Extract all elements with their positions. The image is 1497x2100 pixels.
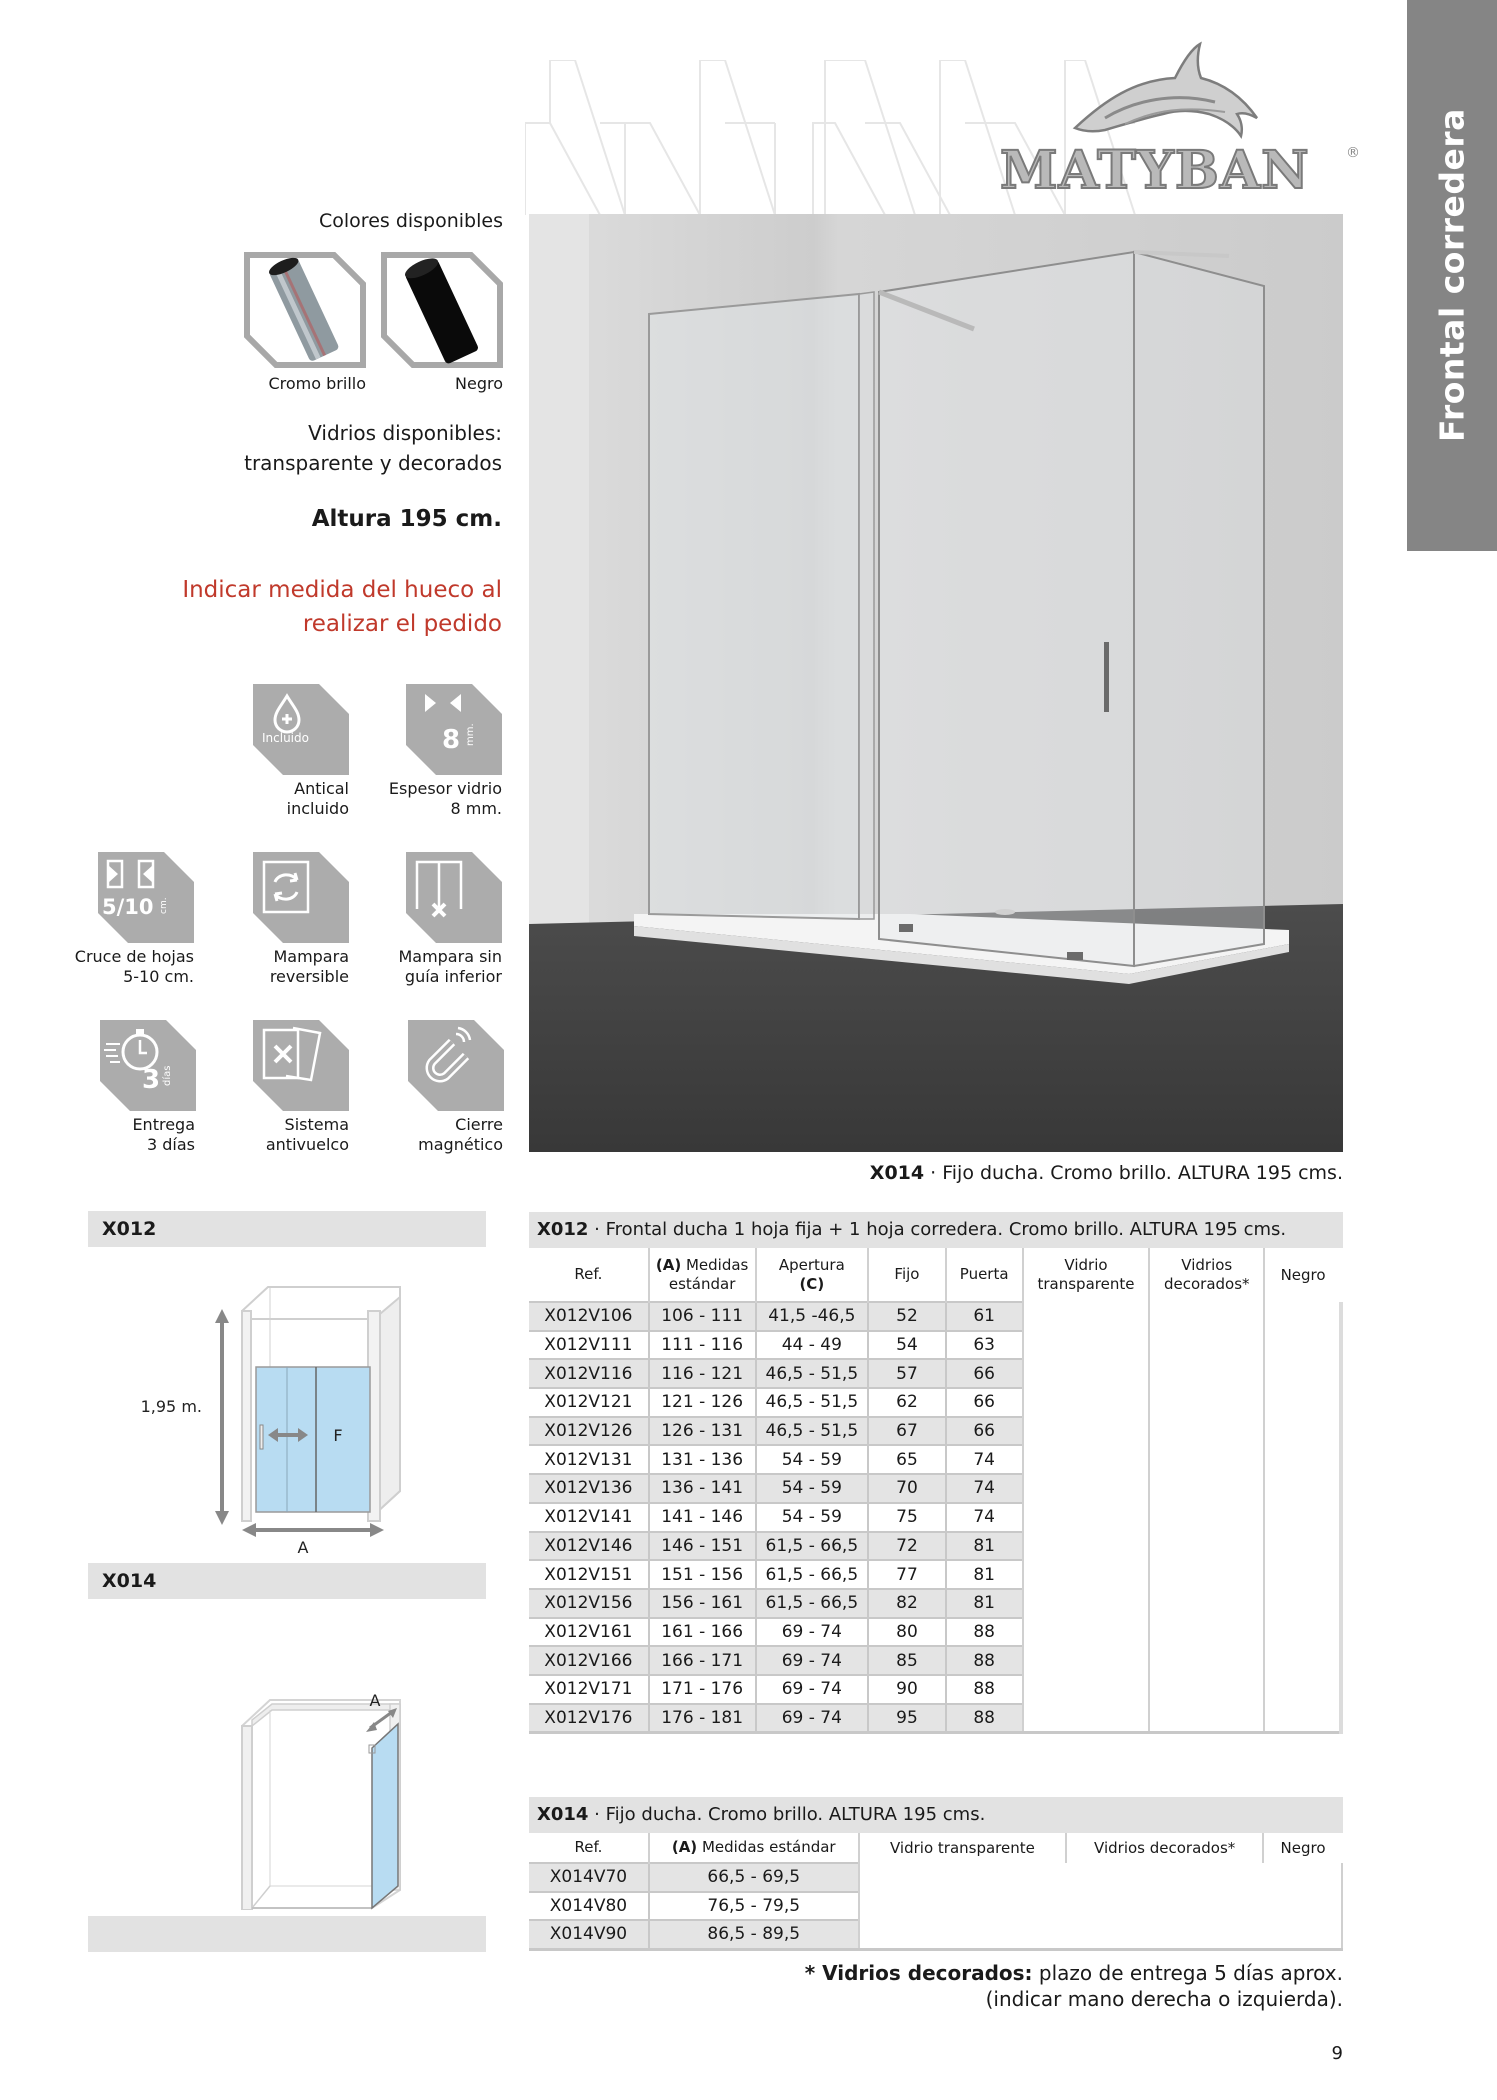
cell-fijo: 70 [868,1474,946,1503]
feature-label-line2: 5-10 cm. [123,967,194,986]
cell-medidas: 66,5 - 69,5 [649,1863,859,1892]
x014-table [529,1797,1343,1951]
cell-negro [1264,1302,1341,1732]
empty-header-bar [88,1916,486,1952]
cell-apertura: 69 - 74 [756,1646,869,1675]
feature-label-line1: Mampara sin [398,947,502,966]
cell-medidas: 126 - 131 [649,1417,756,1446]
cell-fijo: 85 [868,1646,946,1675]
footnote-text: plazo de entrega 5 días aprox. [1032,1961,1343,1985]
feature-label [353,1115,503,1155]
width-label: A [369,1691,381,1710]
footnote [700,1960,1343,2012]
col-header-medidas-text: Medidas estándar [697,1838,836,1856]
cell-apertura: 54 - 59 [756,1474,869,1503]
cell-ref: X012V151 [529,1560,649,1589]
cell-vidrios-decorados [1149,1302,1264,1732]
cell-puerta: 66 [946,1388,1023,1417]
cell-ref: X012V146 [529,1532,649,1561]
col-header-text: decorados* [1164,1275,1250,1293]
cell-fijo: 62 [868,1388,946,1417]
fixed-panel-label: F [333,1426,343,1445]
cell-fijo: 90 [868,1675,946,1704]
col-header-medidas [649,1833,859,1863]
cell-ref: X012V121 [529,1388,649,1417]
svg-text:días: días [162,1065,173,1086]
glass-options-line1: Vidrios disponibles: [308,421,502,445]
cell-ref: X014V90 [529,1920,649,1949]
col-header-medidas [649,1248,756,1302]
cell-puerta: 88 [946,1675,1023,1704]
cell-apertura: 69 - 74 [756,1675,869,1704]
col-header-medidas-bold: (A) [655,1255,682,1274]
dolphin-icon [1065,40,1265,140]
magnet-icon [408,1020,504,1111]
cell-fijo: 54 [868,1331,946,1360]
feature-label-line1: Sistema [284,1115,349,1134]
cell-vidrios-decorados [1066,1863,1263,1949]
col-header-medidas-text: Medidas estándar [668,1255,749,1293]
cell-puerta: 88 [946,1704,1023,1733]
cell-apertura: 61,5 - 66,5 [756,1532,869,1561]
cell-apertura: 46,5 - 51,5 [756,1359,869,1388]
cell-fijo: 77 [868,1560,946,1589]
cell-fijo: 67 [868,1417,946,1446]
cell-ref: X012V106 [529,1302,649,1331]
cell-puerta: 81 [946,1560,1023,1589]
order-note-line1: Indicar medida del hueco al [182,577,502,603]
cell-fijo: 75 [868,1503,946,1532]
x012-table-code: X012 [537,1219,589,1240]
footnote-bold: * Vidrios decorados: [804,1961,1033,1985]
feature-label [199,947,349,987]
col-header-text: Vidrios [1181,1256,1233,1274]
cell-medidas: 116 - 121 [649,1359,756,1388]
feature-label-line2: reversible [269,967,349,986]
cell-puerta: 88 [946,1618,1023,1647]
feature-label-line2: 3 días [146,1135,195,1154]
col-header-negro: Negro [1264,1248,1341,1302]
cell-fijo: 95 [868,1704,946,1733]
col-header-apertura-text: Apertura [778,1255,845,1274]
cell-fijo: 80 [868,1618,946,1647]
cell-negro [1263,1863,1342,1949]
glass-options-line2: transparente y decorados [244,451,502,475]
x012-table-description: · Frontal ducha 1 hoja fija + 1 hoja corredera. Cromo brillo. ALTURA 195 cms. [588,1219,1287,1240]
feature-badge: Incluido [262,731,309,745]
cell-puerta: 66 [946,1359,1023,1388]
cell-fijo: 82 [868,1589,946,1618]
color-option-label: Cromo brillo [268,374,366,393]
feature-label-line1: Mampara [273,947,349,966]
feature-label [45,1115,195,1155]
cell-ref: X012V116 [529,1359,649,1388]
cell-fijo: 52 [868,1302,946,1331]
cell-ref: X012V111 [529,1331,649,1360]
brand-logo [1000,40,1360,210]
feature-label [199,779,349,819]
col-header-puerta: Puerta [946,1248,1023,1302]
x014-table-title [529,1797,1343,1833]
cell-medidas: 171 - 176 [649,1675,756,1704]
cell-ref: X012V176 [529,1704,649,1733]
x012-header: X012 [88,1211,486,1247]
feature-label-line1: Antical [294,779,349,798]
feature-label-line1: Cierre [455,1115,503,1134]
chrome-profile-icon [244,252,366,368]
product-photo [529,214,1343,1152]
colors-title: Colores disponibles [319,210,503,232]
cell-ref: X014V70 [529,1863,649,1892]
feature-label-line2: incluido [286,799,349,818]
cell-medidas: 166 - 171 [649,1646,756,1675]
height-label: 1,95 m. [140,1397,202,1416]
col-header-fijo: Fijo [868,1248,946,1302]
col-header-ref: Ref. [529,1248,649,1302]
cell-ref: X014V80 [529,1892,649,1921]
cell-apertura: 69 - 74 [756,1704,869,1733]
x014-table-code: X014 [537,1804,589,1825]
cell-medidas: 176 - 181 [649,1704,756,1733]
cell-puerta: 74 [946,1445,1023,1474]
black-profile-icon [381,252,503,368]
x012-diagram [88,1265,488,1555]
col-header-apertura [756,1248,869,1302]
anti-tip-icon [253,1020,349,1111]
cell-puerta: 63 [946,1331,1023,1360]
cell-ref: X012V131 [529,1445,649,1474]
feature-label-line1: Cruce de hojas [74,947,194,966]
cell-medidas: 141 - 146 [649,1503,756,1532]
order-note [120,573,502,641]
x014-diagram [88,1620,488,1910]
page-number: 9 [1331,2043,1343,2064]
col-header-vidrios-decorados: Vidrios decorados* [1066,1833,1263,1863]
cell-puerta: 61 [946,1302,1023,1331]
feature-label [199,1115,349,1155]
col-header-apertura-bold: (C) [799,1274,825,1293]
cell-ref: X012V171 [529,1675,649,1704]
cell-medidas: 106 - 111 [649,1302,756,1331]
col-header-text: transparente [1037,1275,1135,1293]
stopwatch-icon [100,1020,196,1111]
cell-medidas: 146 - 151 [649,1532,756,1561]
photo-caption [700,1162,1343,1184]
cell-puerta: 81 [946,1589,1023,1618]
feature-label-line1: Entrega [132,1115,195,1134]
cell-ref: X012V141 [529,1503,649,1532]
cell-ref: X012V166 [529,1646,649,1675]
cell-puerta: 81 [946,1532,1023,1561]
feature-label [44,947,194,987]
svg-text:5/10: 5/10 [102,895,154,919]
glass-options [150,418,502,478]
cell-ref: X012V161 [529,1618,649,1647]
table-row [529,1863,1342,1892]
feature-label-line1: Espesor vidrio [388,779,502,798]
photo-caption-text: · Fijo ducha. Cromo brillo. ALTURA 195 cms. [924,1162,1343,1184]
col-header-text: Vidrio [1064,1256,1108,1274]
svg-text:8: 8 [442,725,461,755]
cell-apertura: 41,5 -46,5 [756,1302,869,1331]
cell-apertura: 61,5 - 66,5 [756,1560,869,1589]
x014-table-description: · Fijo ducha. Cromo brillo. ALTURA 195 cms. [588,1804,986,1825]
no-bottom-guide-icon [406,852,502,943]
registered-mark: ® [1346,145,1360,161]
col-header-negro: Negro [1263,1833,1342,1863]
col-header-vidrio-transparente [1023,1248,1150,1302]
svg-text:cm.: cm. [159,897,169,914]
cell-medidas: 156 - 161 [649,1589,756,1618]
x014-header: X014 [88,1563,486,1599]
cell-puerta: 74 [946,1474,1023,1503]
cell-apertura: 61,5 - 66,5 [756,1589,869,1618]
cell-medidas: 76,5 - 79,5 [649,1892,859,1921]
cell-puerta: 88 [946,1646,1023,1675]
cell-apertura: 44 - 49 [756,1331,869,1360]
feature-label [352,779,502,819]
antical-drop-icon [253,684,349,775]
feature-label-line2: magnético [418,1135,503,1154]
width-label: A [297,1538,309,1555]
cell-apertura: 69 - 74 [756,1618,869,1647]
color-option-label: Negro [455,374,503,393]
col-header-vidrio-transparente: Vidrio transparente [859,1833,1067,1863]
cell-ref: X012V126 [529,1417,649,1446]
svg-text:3: 3 [142,1065,161,1095]
cell-ref: X012V156 [529,1589,649,1618]
cell-vidrio-transparente [1023,1302,1150,1732]
glass-thickness-icon [406,684,502,775]
cell-fijo: 72 [868,1532,946,1561]
cell-medidas: 121 - 126 [649,1388,756,1417]
leaf-overlap-icon [98,852,194,943]
cell-apertura: 46,5 - 51,5 [756,1388,869,1417]
cell-medidas: 151 - 156 [649,1560,756,1589]
cell-puerta: 66 [946,1417,1023,1446]
col-header-medidas-bold: (A) [671,1838,698,1856]
photo-caption-code: X014 [869,1162,925,1184]
order-note-line2: realizar el pedido [302,611,502,637]
brand-name: MATYBAN [1000,140,1310,201]
reversible-icon [253,852,349,943]
feature-label-line2: guía inferior [404,967,502,986]
feature-label [352,947,502,987]
cell-vidrio-transparente [859,1863,1067,1949]
cell-puerta: 74 [946,1503,1023,1532]
x012-table [529,1212,1343,1734]
cell-apertura: 46,5 - 51,5 [756,1417,869,1446]
cell-ref: X012V136 [529,1474,649,1503]
feature-label-line2: 8 mm. [450,799,502,818]
svg-text:mm.: mm. [465,723,476,746]
cell-medidas: 131 - 136 [649,1445,756,1474]
cell-medidas: 111 - 116 [649,1331,756,1360]
x012-table-title [529,1212,1343,1248]
cell-medidas: 161 - 166 [649,1618,756,1647]
section-tab-label: Frontal corredera [1432,108,1472,442]
table-row [529,1302,1341,1331]
col-header-ref: Ref. [529,1833,649,1863]
col-header-vidrios-decorados [1149,1248,1264,1302]
cell-apertura: 54 - 59 [756,1503,869,1532]
section-tab [1407,0,1497,551]
shower-enclosure-illustration [529,214,1343,1152]
height-note: Altura 195 cm. [311,506,502,532]
cell-fijo: 57 [868,1359,946,1388]
cell-fijo: 65 [868,1445,946,1474]
feature-label-line2: antivuelco [265,1135,349,1154]
footnote-line2: (indicar mano derecha o izquierda). [985,1987,1343,2011]
cell-apertura: 54 - 59 [756,1445,869,1474]
cell-medidas: 86,5 - 89,5 [649,1920,859,1949]
cell-medidas: 136 - 141 [649,1474,756,1503]
